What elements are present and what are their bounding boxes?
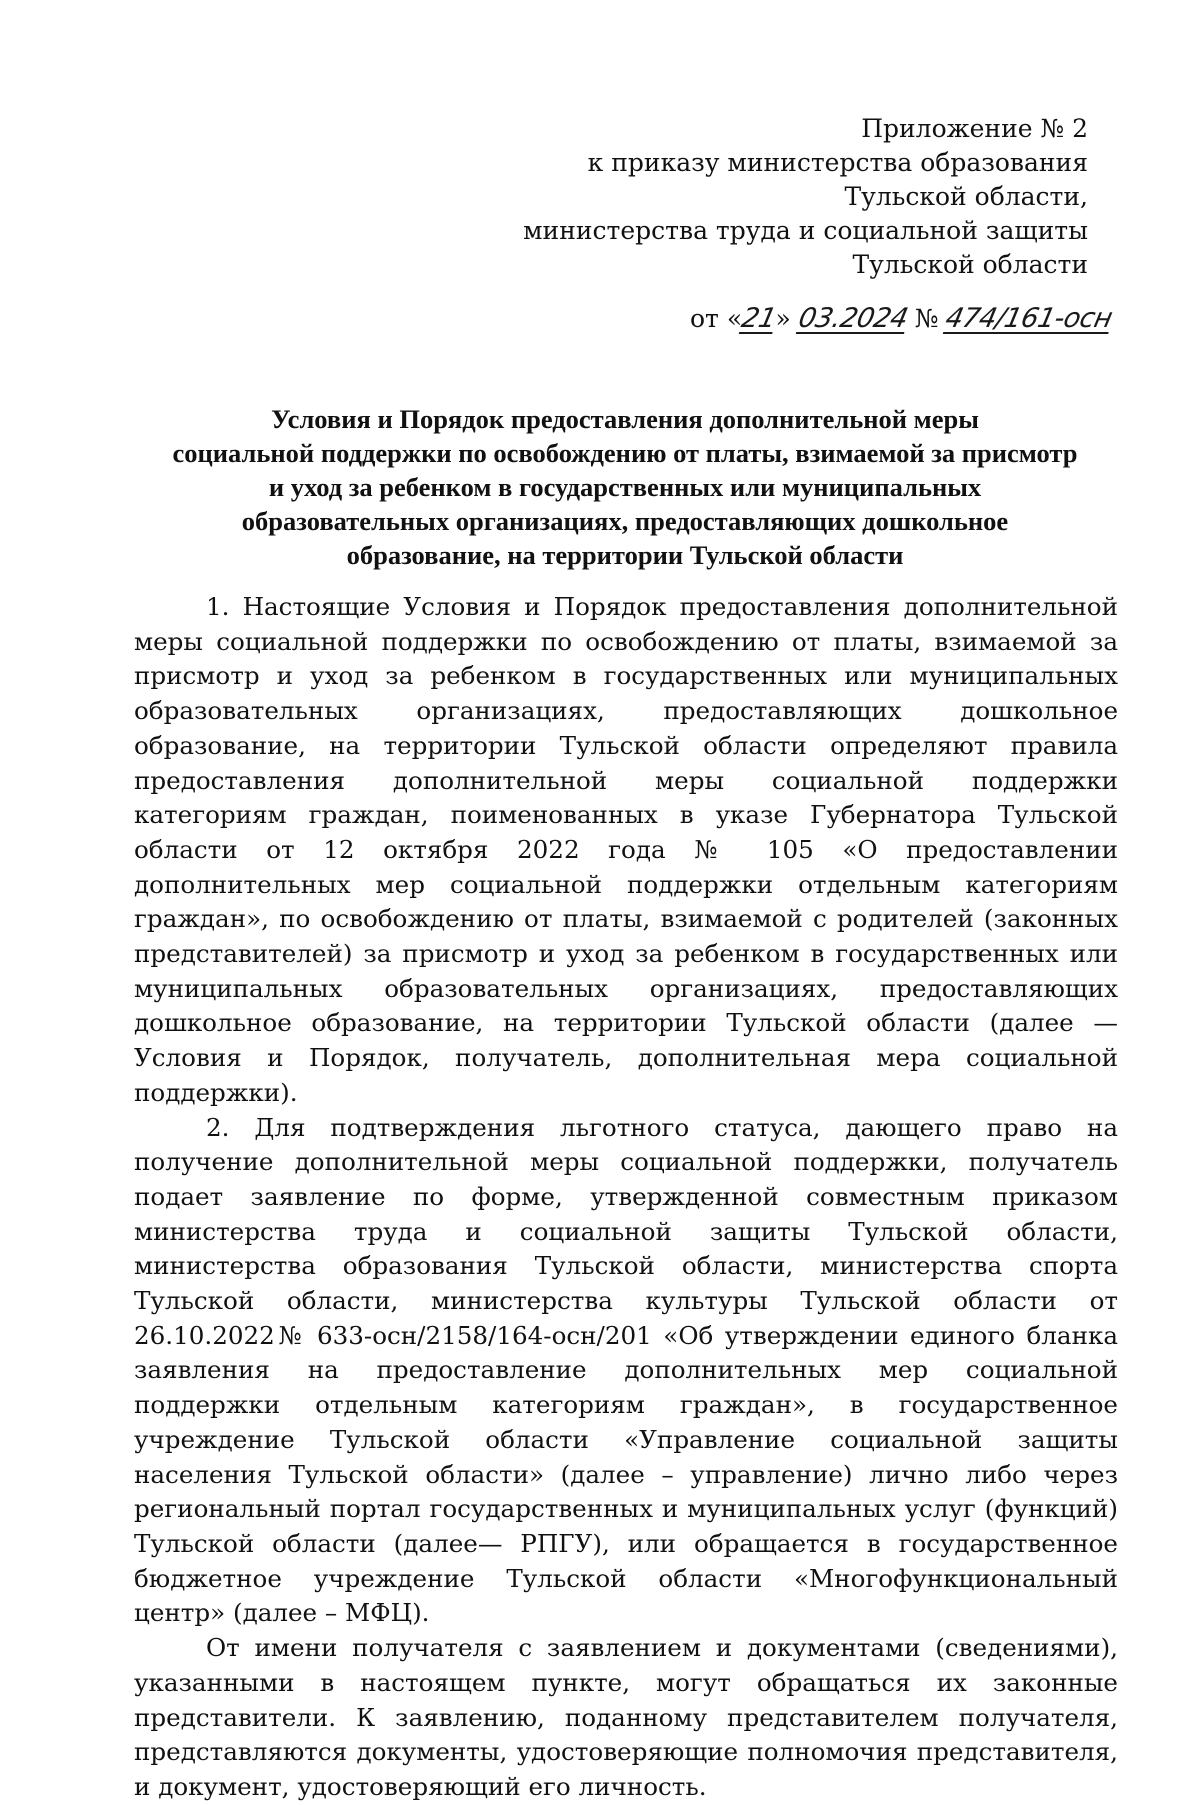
- document-body: [134, 590, 1118, 1805]
- paragraph-2: 2. Для подтверждения льготного статуса, дающего право на получение дополнительной меры социальной поддержки, получатель подает заявление по форме, утвержденной совместным приказом министерства труда и социальной защиты Тульской области, министерства образования Тульской области, министерства спорта Тульской области, министерства культуры Тульской области от 26.10.2022№ 633-осн/2158/164-осн/201 «Об утверждении единого бланка заявления на предоставление дополнительных мер социальной поддержки отдельным категориям граждан», в государственное учреждение Тульской области «Управление социальной защиты населения Тульской области» (далее – управление) лично либо через региональный портал государственных и муниципальных услуг (функций) Тульской области (далее— РПГУ), или обращается в государственное бюджетное учреждение Тульской области «Многофункциональный центр» (далее – МФЦ).: [134, 1112, 1118, 1628]
- date-prefix: от «: [690, 304, 743, 333]
- appendix-reference-line: министерства труда и социальной защиты: [523, 216, 1088, 245]
- handwritten-order-number: 474/161-осн: [943, 303, 1116, 334]
- title-line: Условия и Порядок предоставления дополнительной меры: [271, 404, 979, 434]
- paragraph-3: От имени получателя с заявлением и документами (сведениями), указанными в настоящем пункте, могут обращаться их законные представители. К заявлению, поданному представителем получателя, представляются документы, удостоверяющие полномочия представителя, и документ, удостоверяющий его личность.: [134, 1633, 1118, 1801]
- handwritten-date: 03.2024: [795, 303, 911, 334]
- number-label: №: [906, 304, 947, 333]
- handwritten-day: 21: [738, 303, 779, 334]
- appendix-reference-line: Тульской области: [852, 250, 1088, 279]
- appendix-header: [448, 112, 1088, 282]
- appendix-reference-line: Тульской области,: [844, 182, 1088, 211]
- title-line: и уход за ребенком в государственных или муниципальных: [268, 472, 982, 502]
- title-line: образовательных организациях, предоставляющих дошкольное: [241, 506, 1009, 536]
- title-line: социальной поддержки по освобождению от платы, взимаемой за присмотр: [172, 438, 1078, 468]
- date-mid: »: [775, 304, 799, 333]
- document-title: [130, 402, 1120, 572]
- order-date-line: [690, 302, 1170, 352]
- title-line: образование, на территории Тульской области: [346, 540, 904, 570]
- appendix-number: Приложение № 2: [861, 114, 1088, 143]
- appendix-reference-line: к приказу министерства образования: [587, 148, 1088, 177]
- paragraph-1: 1. Настоящие Условия и Порядок предоставления дополнительной меры социальной поддержки по освобождению от платы, взимаемой за присмотр и уход за ребенком в государственных или муниципальных образовательных организациях, предоставляющих дошкольное образование, на территории Тульской области определяют правила предоставления дополнительной меры социальной поддержки категориям граждан, поименованных в указе Губернатора Тульской области от 12 октября 2022 года № 105 «О предоставлении дополнительных мер социальной поддержки отдельным категориям граждан», по освобождению от платы, взимаемой с родителей (законных представителей) за присмотр и уход за ребенком в государственных или муниципальных образовательных организациях, предоставляющих дошкольное образование, на территории Тульской области (далее — Условия и Порядок, получатель, дополнительная мера социальной поддержки).: [134, 592, 1118, 1107]
